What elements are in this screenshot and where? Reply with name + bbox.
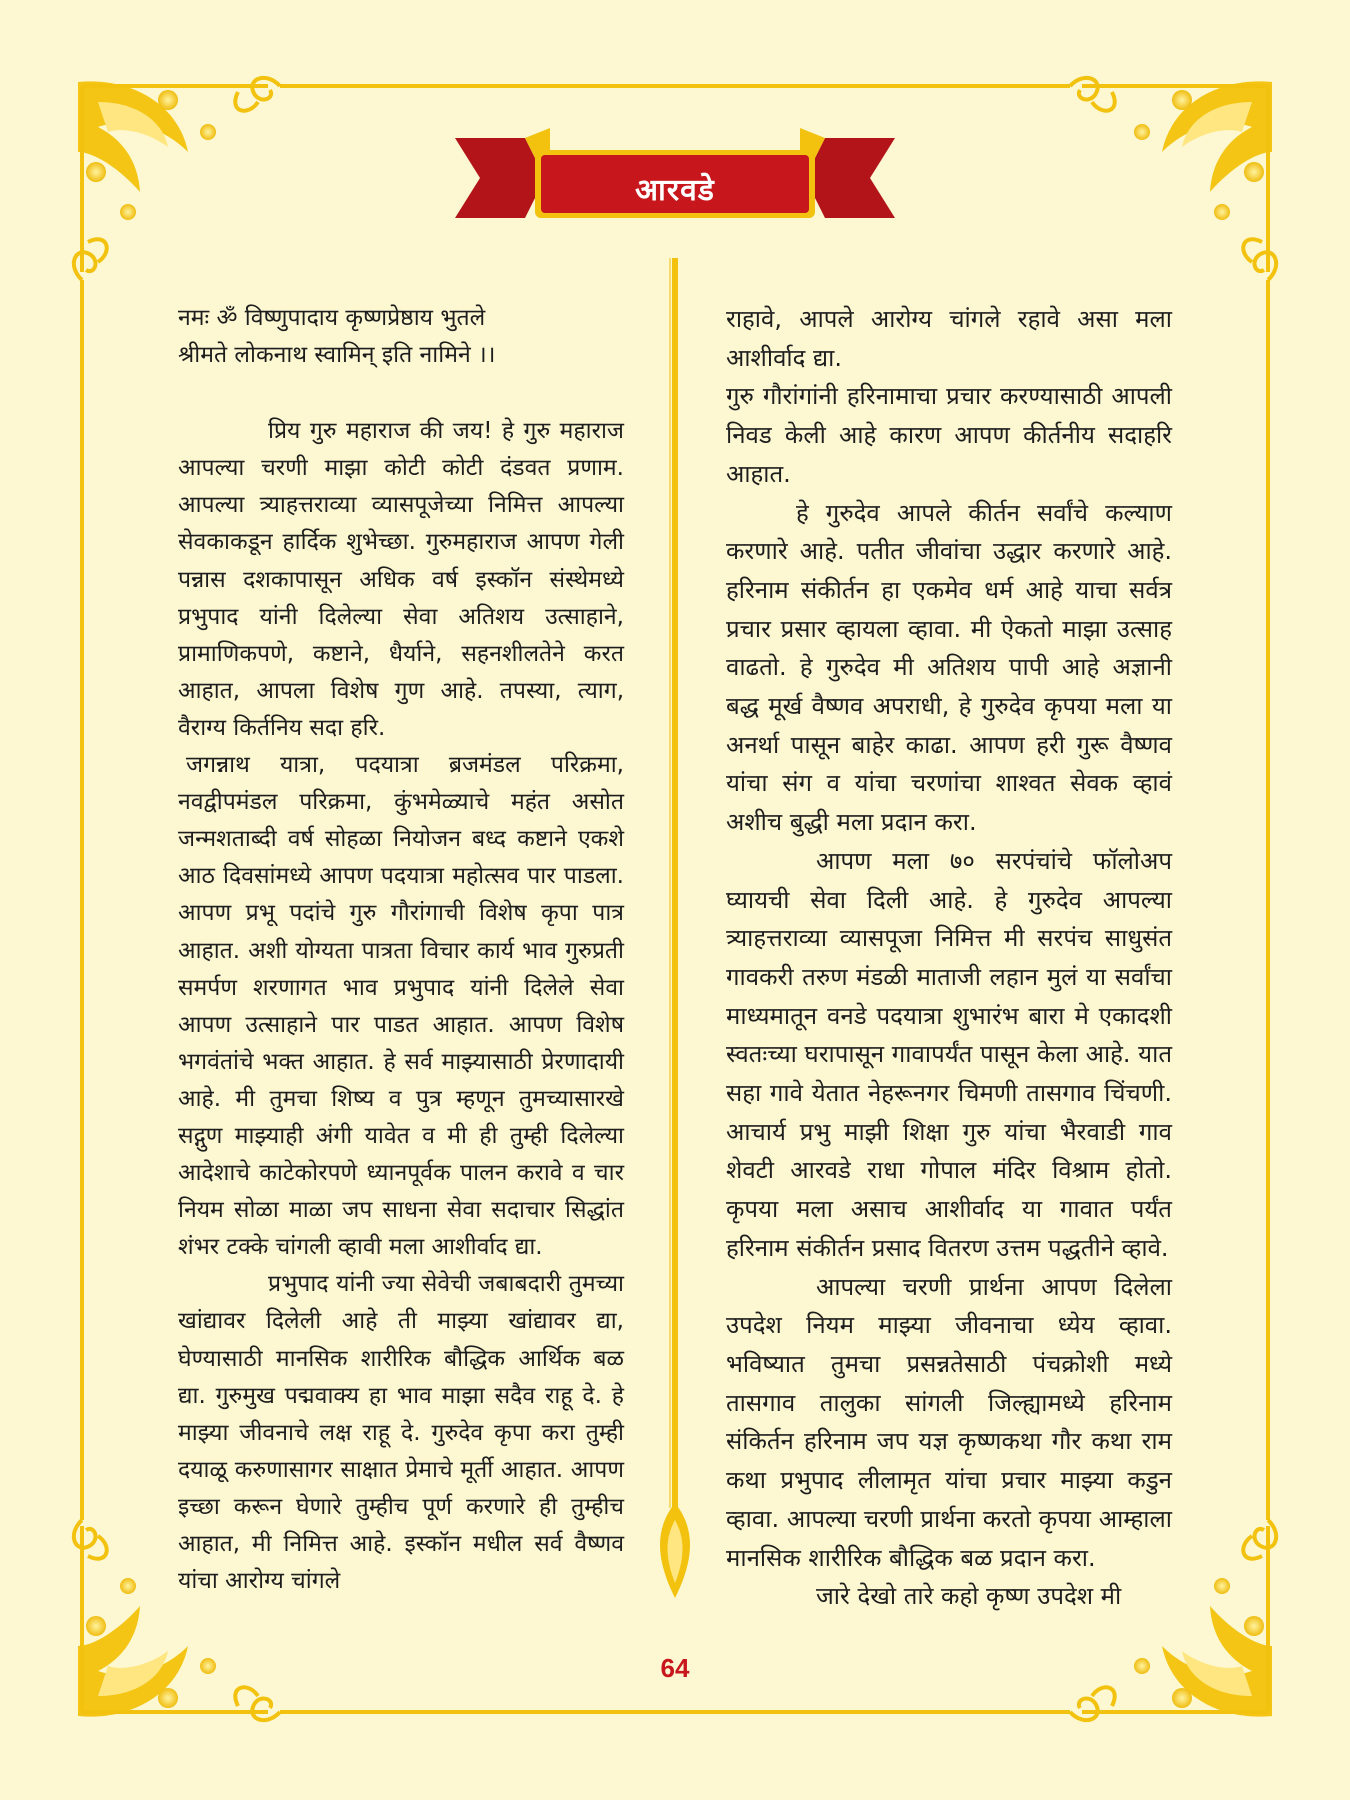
page-number: 64 xyxy=(660,1653,690,1683)
paragraph: गुरु गौरांगांनी हरिनामाचा प्रचार करण्यासाठी आपली निवड केली आहे कारण आपण कीर्तनीय सदाहरि आहात. xyxy=(726,382,1172,488)
paragraph: आपल्या चरणी प्रार्थना आपण दिलेला उपदेश नियम माझ्या जीवनाचा ध्येय व्हावा. भविष्यात तुमचा प्रसन्नतेसाठी पंचक्रोशी मध्ये तासगाव तालुका सांगली जिल्ह्यामध्ये हरिनाम संकिर्तन हरिनाम जप यज्ञ कृष्णकथा गौर कथा राम कथा प्रभुपाद लीलामृत यांचा प्रचार माझ्या कडुन व्हावा. आपल्या चरणी प्रार्थना करतो कृपया आम्हाला मानसिक शारीरिक बौद्धिक बळ प्रदान करा. xyxy=(726,1272,1172,1572)
paragraph: राहावे, आपले आरोग्य चांगले रहावे असा मला आशीर्वाद द्या. xyxy=(726,305,1172,372)
right-column xyxy=(726,300,1172,1616)
paragraph: आपण मला ७० सरपंचांचे फॉलोअप घ्यायची सेवा दिली आहे. हे गुरुदेव आपल्या त्र्याहत्तराव्या व्यासपूजा निमित्त मी सरपंच साधुसंत गावकरी तरुण मंडळी माताजी लहान मुलं या सर्वांचा माध्यमातून वनडे पदयात्रा शुभारंभ बारा मे एकादशी स्वतःच्या घरापासून गावापर्यंत पासून केला आहे. यात सहा गावे येतात नेहरूनगर चिमणी तासगाव चिंचणी. आचार्य प्रभु माझी शिक्षा गुरु यांचा भैरवाडी गाव शेवटी आरवडे राधा गोपाल मंदिर विश्राम होतो. कृपया मला असाच आशीर्वाद या गावात पर्यंत हरिनाम संकीर्तन प्रसाद वितरण उत्तम पद्धतीने व्हावे. xyxy=(726,846,1172,1262)
paragraph: जगन्नाथ यात्रा, पदयात्रा ब्रजमंडल परिक्रमा, नवद्वीपमंडल परिक्रमा, कुंभमेळ्याचे महंत असोत जन्मशताब्दी वर्ष सोहळा नियोजन बध्द कष्टाने एकशे आठ दिवसांमध्ये आपण पदयात्रा महोत्सव पार पाडला. आपण प्रभू पदांचे गुरु गौरांगाची विशेष कृपा पात्र आहात. अशी योग्यता पात्रता विचार कार्य भाव गुरुप्रती समर्पण शरणागत भाव प्रभुपाद यांनी दिलेले सेवा आपण उत्साहाने पार पाडत आहात. आपण विशेष भगवंतांचे भक्त आहात. हे सर्व माझ्यासाठी प्रेरणादायी आहे. मी तुमचा शिष्य व पुत्र म्हणून तुमच्यासारखे सद्गुण माझ्याही अंगी यावेत व मी ही तुम्ही दिलेल्या आदेशाचे काटेकोरपणे ध्यानपूर्वक पालन करावे व चार नियम सोळा माळा जप साधना सेवा सदाचार सिद्धांत शंभर टक्के चांगली व्हावी मला आशीर्वाद द्या. xyxy=(178,752,624,1261)
column-divider xyxy=(650,258,700,1718)
page-title: आरवडे xyxy=(635,173,715,208)
left-column xyxy=(178,300,624,1600)
paragraph: जारे देखो तारे कहो कृष्ण उपदेश मी xyxy=(816,1582,1122,1611)
paragraph: प्रिय गुरु महाराज की जय! हे गुरु महाराज आपल्या चरणी माझा कोटी कोटी दंडवत प्रणाम. आपल्या त्र्याहत्तराव्या व्यासपूजेच्या निमित्त आपल्या सेवकाकडून हार्दिक शुभेच्छा. गुरुमहाराज आपण गेली पन्नास दशकापासून अधिक वर्ष इस्कॉन संस्थेमध्ये प्रभुपाद यांनी दिलेल्या सेवा अतिशय उत्साहाने, प्रामाणिकपणे, कष्टाने, धैर्याने, सहनशीलतेने करत आहात, आपला विशेष गुण आहे. तपस्या, त्याग, वैराग्य किर्तनिय सदा हरि. xyxy=(178,418,624,741)
invocation-line-1: नमः ॐ विष्णुपादाय कृष्णप्रेष्ठाय भुतले xyxy=(178,305,486,331)
paragraph: हे गुरुदेव आपले कीर्तन सर्वांचे कल्याण करणारे आहे. पतीत जीवांचा उद्धार करणारे आहे. हरिनाम संकीर्तन हा एकमेव धर्म आहे याचा सर्वत्र प्रचार प्रसार व्हायला व्हावा. मी ऐकतो माझा उत्साह वाढतो. हे गुरुदेव मी अतिशय पापी आहे अज्ञानी बद्ध मूर्ख वैष्णव अपराधी, हे गुरुदेव कृपया मला या अनर्था पासून बाहेर काढा. आपण हरी गुरू वैष्णव यांचा संग व यांचा चरणांचा शाश्वत सेवक व्हावं अशीच बुद्धी मला प्रदान करा. xyxy=(726,498,1172,837)
paragraph: प्रभुपाद यांनी ज्या सेवेची जबाबदारी तुमच्या खांद्यावर दिलेली आहे ती माझ्या खांद्यावर द्या, घेण्यासाठी मानसिक शारीरिक बौद्धिक आर्थिक बळ द्या. गुरुमुख पद्मवाक्य हा भाव माझा सदैव राहू दे. हे माझ्या जीवनाचे लक्ष राहू दे. गुरुदेव कृपा करा तुम्ही दयाळू करुणासागर साक्षात प्रेमाचे मूर्ती आहात. आपण इच्छा करून घेणारे तुम्हीच पूर्ण करणारे ही तुम्हीच आहात, मी निमित्त आहे. इस्कॉन मधील सर्व वैष्णव यांचा आरोग्य चांगले xyxy=(178,1271,624,1595)
invocation-line-2: श्रीमते लोकनाथ स्वामिन् इति नामिने ।। xyxy=(178,342,496,369)
